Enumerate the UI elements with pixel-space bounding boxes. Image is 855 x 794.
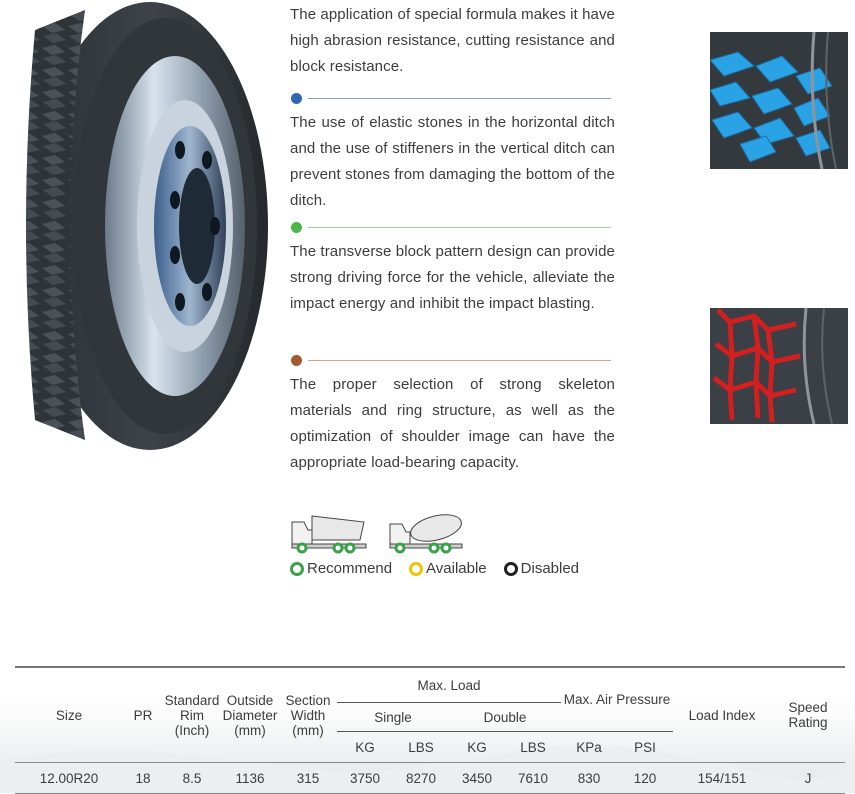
cell-kpa: 830 — [577, 770, 601, 786]
tread-closeup-red — [710, 308, 848, 424]
feature-text: The use of elastic stones in the horizontal ditch and the use of stiffeners in the vertical ditch can prevent stones from damaging the bottom of the ditch. — [290, 114, 615, 209]
cell-section-width: 315 — [296, 770, 320, 786]
legend-label: Recommend — [307, 560, 393, 577]
header-size: Size — [55, 707, 83, 723]
cell-lbs-double: 7610 — [517, 770, 549, 786]
cell-speed-rating: J — [804, 770, 812, 786]
header-speed-rating: Speed Rating — [788, 700, 828, 730]
feature-3 — [290, 221, 615, 317]
cell-kg-double: 3450 — [461, 770, 493, 786]
cell-diameter: 1136 — [235, 770, 265, 786]
cell-rim: 8.5 — [182, 770, 202, 786]
cement-mixer-truck-icon — [390, 510, 464, 552]
header-kg-double: KG — [467, 739, 487, 755]
feature-1 — [290, 0, 615, 80]
header-double: Double — [449, 703, 561, 732]
legend-label: Available — [426, 560, 487, 577]
feature-separator — [290, 221, 615, 235]
header-lbs-single: LBS — [408, 739, 434, 755]
feature-separator — [290, 354, 615, 368]
header-single: Single — [337, 703, 449, 732]
header-psi: PSI — [634, 739, 656, 755]
feature-text: The transverse block pattern design can provide strong driving force for the vehicle, alleviate the impact energy and inhibit the impact blasting. — [290, 243, 615, 312]
table-row — [15, 763, 845, 794]
header-max-air-pressure: Max. Air Pressure — [561, 668, 673, 732]
spec-table-wrapper — [15, 666, 845, 794]
header-section-width: Section Width (mm) — [285, 692, 331, 738]
header-load-index: Load Index — [688, 707, 756, 723]
legend-item-recommend — [290, 560, 392, 577]
header-kg-single: KG — [355, 739, 375, 755]
feature-4 — [290, 354, 615, 476]
ring-icon — [504, 562, 518, 576]
tire-image — [15, 0, 270, 452]
separator-line — [308, 98, 611, 99]
header-pr: PR — [133, 707, 153, 723]
cell-load-index: 154/151 — [697, 770, 747, 786]
feature-text: The proper selection of strong skeleton materials and ring structure, as well as the optimization of shoulder image can have the appropriate load-bearing capacity. — [290, 376, 615, 471]
cell-psi: 120 — [633, 770, 657, 786]
dump-truck-icon — [292, 516, 366, 552]
cell-size: 12.00R20 — [39, 770, 99, 786]
feature-separator — [290, 92, 615, 106]
cell-pr: 18 — [135, 770, 151, 786]
bullet-dot-brown — [291, 355, 302, 366]
header-max-load: Max. Load — [337, 668, 561, 703]
legend-label: Disabled — [520, 560, 580, 577]
cell-lbs-single: 8270 — [405, 770, 437, 786]
bullet-dot-blue — [291, 93, 302, 104]
legend-item-available — [409, 560, 487, 577]
separator-line — [308, 360, 611, 361]
cell-kg-single: 3750 — [349, 770, 381, 786]
feature-text: The application of special formula makes it have high abrasion resistance, cutting resistance and block resistance. — [290, 6, 615, 75]
header-diameter: Outside Diameter (mm) — [222, 692, 278, 738]
ring-icon — [290, 562, 304, 576]
feature-2 — [290, 92, 615, 214]
header-lbs-double: LBS — [520, 739, 546, 755]
legend-item-disabled — [504, 560, 579, 577]
separator-line — [308, 227, 611, 228]
header-rim: Standard Rim (Inch) — [164, 692, 220, 738]
header-kpa: KPa — [576, 739, 602, 755]
spec-table — [15, 668, 845, 793]
vehicle-icons — [290, 508, 470, 554]
ring-icon — [409, 562, 423, 576]
usage-legend — [290, 560, 596, 577]
bullet-dot-green — [291, 222, 302, 233]
spec-table-body — [15, 763, 845, 794]
tread-closeup-blue — [710, 32, 848, 169]
